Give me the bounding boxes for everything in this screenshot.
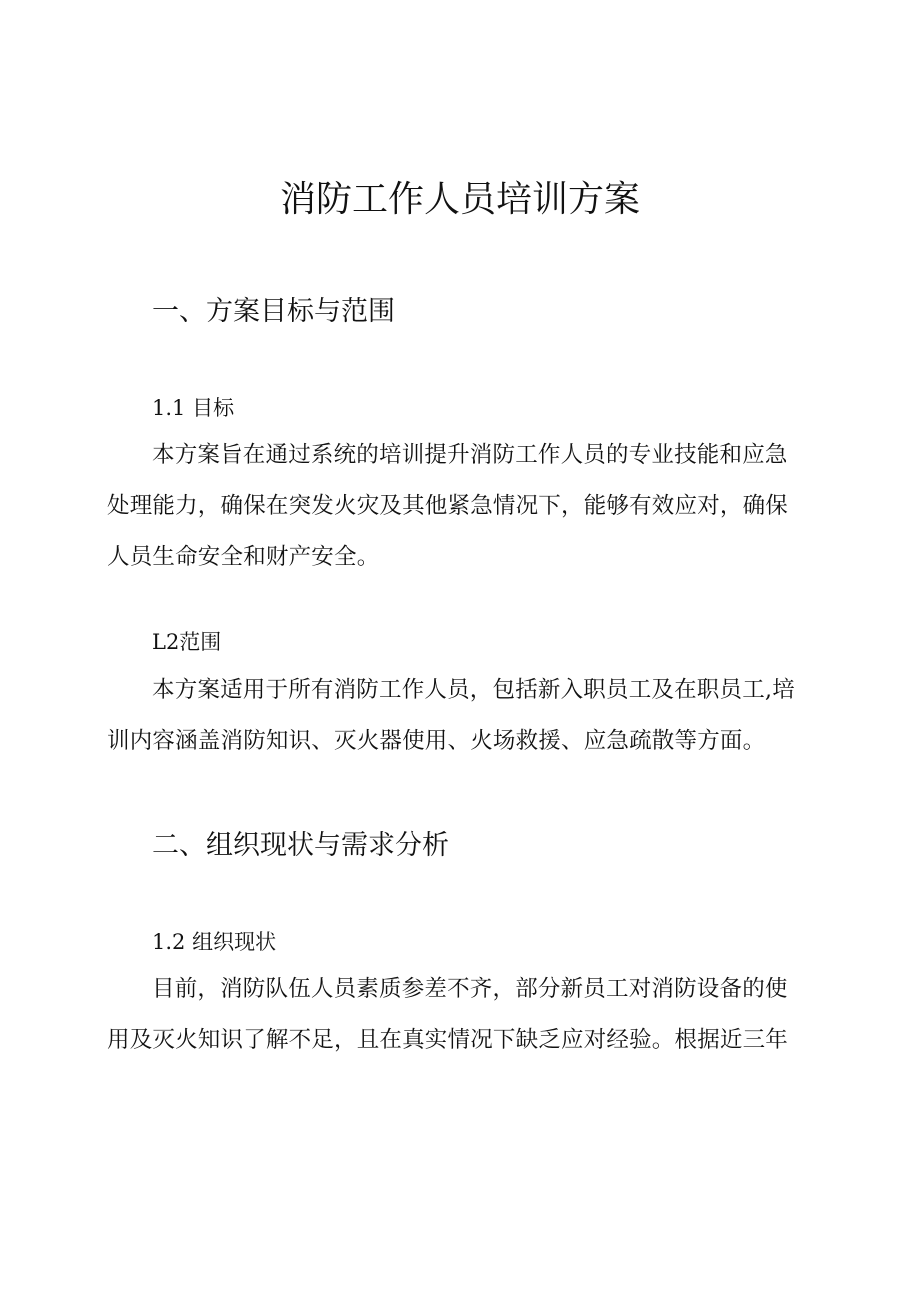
paragraph-line: 本方案旨在通过系统的培训提升消防工作人员的专业技能和应急 bbox=[152, 442, 788, 468]
paragraph-status bbox=[107, 964, 827, 1066]
subsection-heading-1-2: L2范围 bbox=[152, 630, 222, 654]
paragraph-line: 处理能力，确保在突发火灾及其他紧急情况下，能够有效应对，确保 bbox=[107, 493, 789, 519]
paragraph-line: 人员生命安全和财产安全。 bbox=[107, 544, 380, 570]
paragraph-line: 训内容涵盖消防知识、灭火器使用、火场救援、应急疏散等方面。 bbox=[107, 728, 766, 754]
paragraph-line: 用及灭火知识了解不足，且在真实情况下缺乏应对经验。根据近三年 bbox=[107, 1027, 789, 1053]
paragraph-line: 本方案适用于所有消防工作人员，包括新入职员工及在职员工,培 bbox=[152, 677, 795, 703]
section-heading-2: 二、组织现状与需求分析 bbox=[152, 830, 449, 861]
section-heading-1: 一、方案目标与范围 bbox=[152, 296, 395, 327]
paragraph-scope bbox=[107, 665, 827, 767]
document-title: 消防工作人员培训方案 bbox=[279, 179, 640, 220]
subsection-heading-1-1: 1.1 目标 bbox=[152, 396, 235, 420]
subsection-heading-2-1: 1.2 组织现状 bbox=[152, 930, 277, 954]
paragraph-line: 目前，消防队伍人员素质参差不齐，部分新员工对消防设备的使 bbox=[152, 976, 788, 1002]
paragraph-goal bbox=[107, 430, 827, 583]
